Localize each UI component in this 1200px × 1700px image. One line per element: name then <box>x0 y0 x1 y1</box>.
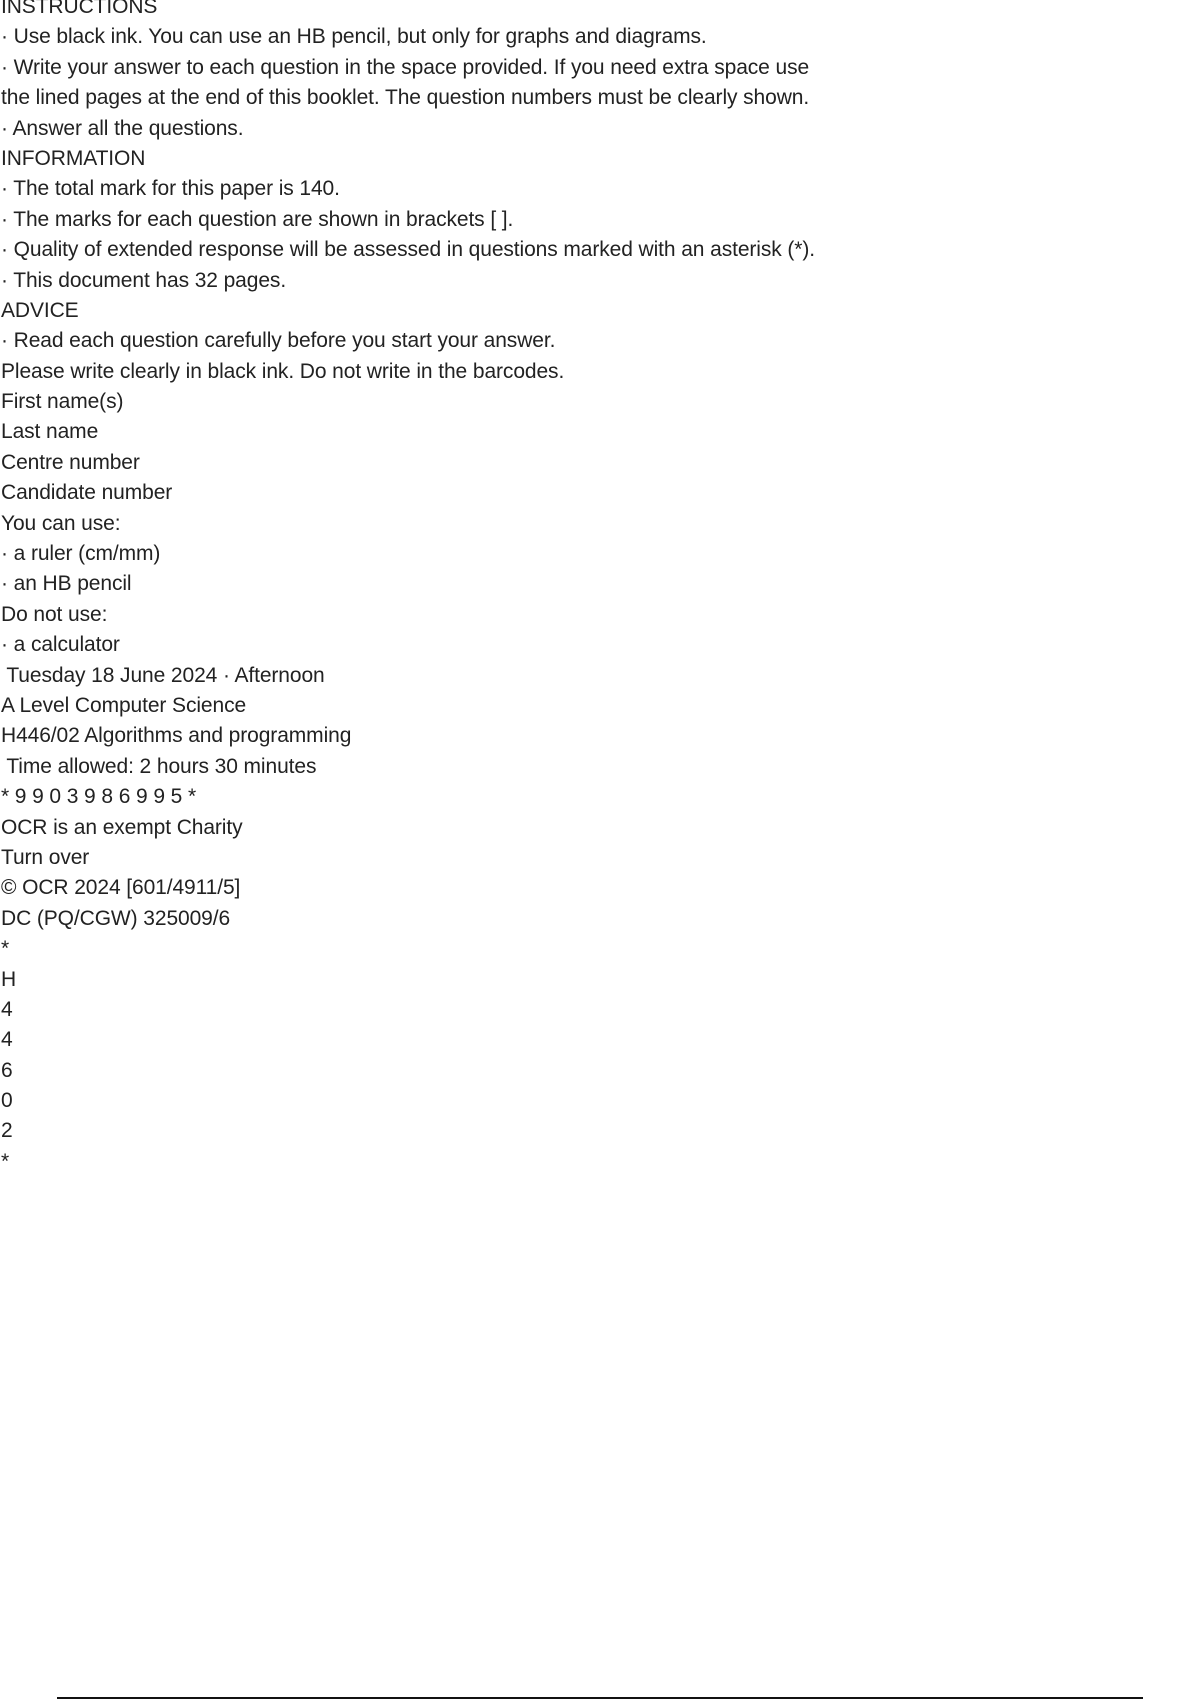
centre-number-label: Centre number <box>1 450 140 474</box>
instruction-line: the lined pages at the end of this booklet. The question numbers must be clearly shown. <box>1 86 810 110</box>
document-code: DC (PQ/CGW) 325009/6 <box>1 906 231 930</box>
can-use-item: · an HB pencil <box>1 572 132 596</box>
can-use-item: · a ruler (cm/mm) <box>1 542 161 566</box>
vertical-code-char: * <box>1 1149 10 1173</box>
time-allowed: Time allowed: 2 hours 30 minutes <box>1 754 317 778</box>
paper-title: H446/02 Algorithms and programming <box>1 724 352 748</box>
advice-line: · Read each question carefully before you start your answer. <box>1 329 556 353</box>
instruction-line: · Use black ink. You can use an HB pencil, but only for graphs and diagrams. <box>1 25 707 49</box>
heading-advice: ADVICE <box>1 298 79 322</box>
vertical-code-char: 0 <box>1 1089 13 1113</box>
exam-date: Tuesday 18 June 2024 · Afternoon <box>1 663 325 687</box>
do-not-use-heading: Do not use: <box>1 602 108 626</box>
information-line: · This document has 32 pages. <box>1 268 287 292</box>
barcode-number: * 9 9 0 3 9 8 6 9 9 5 * <box>1 785 197 809</box>
do-not-use-item: · a calculator <box>1 633 120 657</box>
last-name-label: Last name <box>1 420 99 444</box>
copyright-note: © OCR 2024 [601/4911/5] <box>1 876 241 900</box>
vertical-code-char: 4 <box>1 1028 13 1052</box>
candidate-number-label: Candidate number <box>1 481 173 505</box>
charity-note: OCR is an exempt Charity <box>1 815 243 839</box>
information-line: · Quality of extended response will be assessed in questions marked with an asterisk (*). <box>1 238 815 262</box>
vertical-code-char: H <box>1 967 17 991</box>
turn-over-note: Turn over <box>1 845 90 869</box>
information-line: · The marks for each question are shown in brackets [ ]. <box>1 207 514 231</box>
vertical-code-char: 2 <box>1 1119 13 1143</box>
can-use-heading: You can use: <box>1 511 121 535</box>
instruction-line: · Answer all the questions. <box>1 116 244 140</box>
heading-instructions: INSTRUCTIONS <box>1 0 158 18</box>
heading-information: INFORMATION <box>1 146 146 170</box>
bottom-divider <box>57 1697 1143 1699</box>
first-name-label: First name(s) <box>1 390 124 414</box>
vertical-code-char: 6 <box>1 1058 13 1082</box>
information-line: · The total mark for this paper is 140. <box>1 177 340 201</box>
instruction-line: · Write your answer to each question in the space provided. If you need extra space use <box>1 55 810 79</box>
qualification-title: A Level Computer Science <box>1 693 247 717</box>
write-clearly-note: Please write clearly in black ink. Do not write in the barcodes. <box>1 359 565 383</box>
vertical-code-char: 4 <box>1 997 13 1021</box>
vertical-code-char: * <box>1 937 10 961</box>
